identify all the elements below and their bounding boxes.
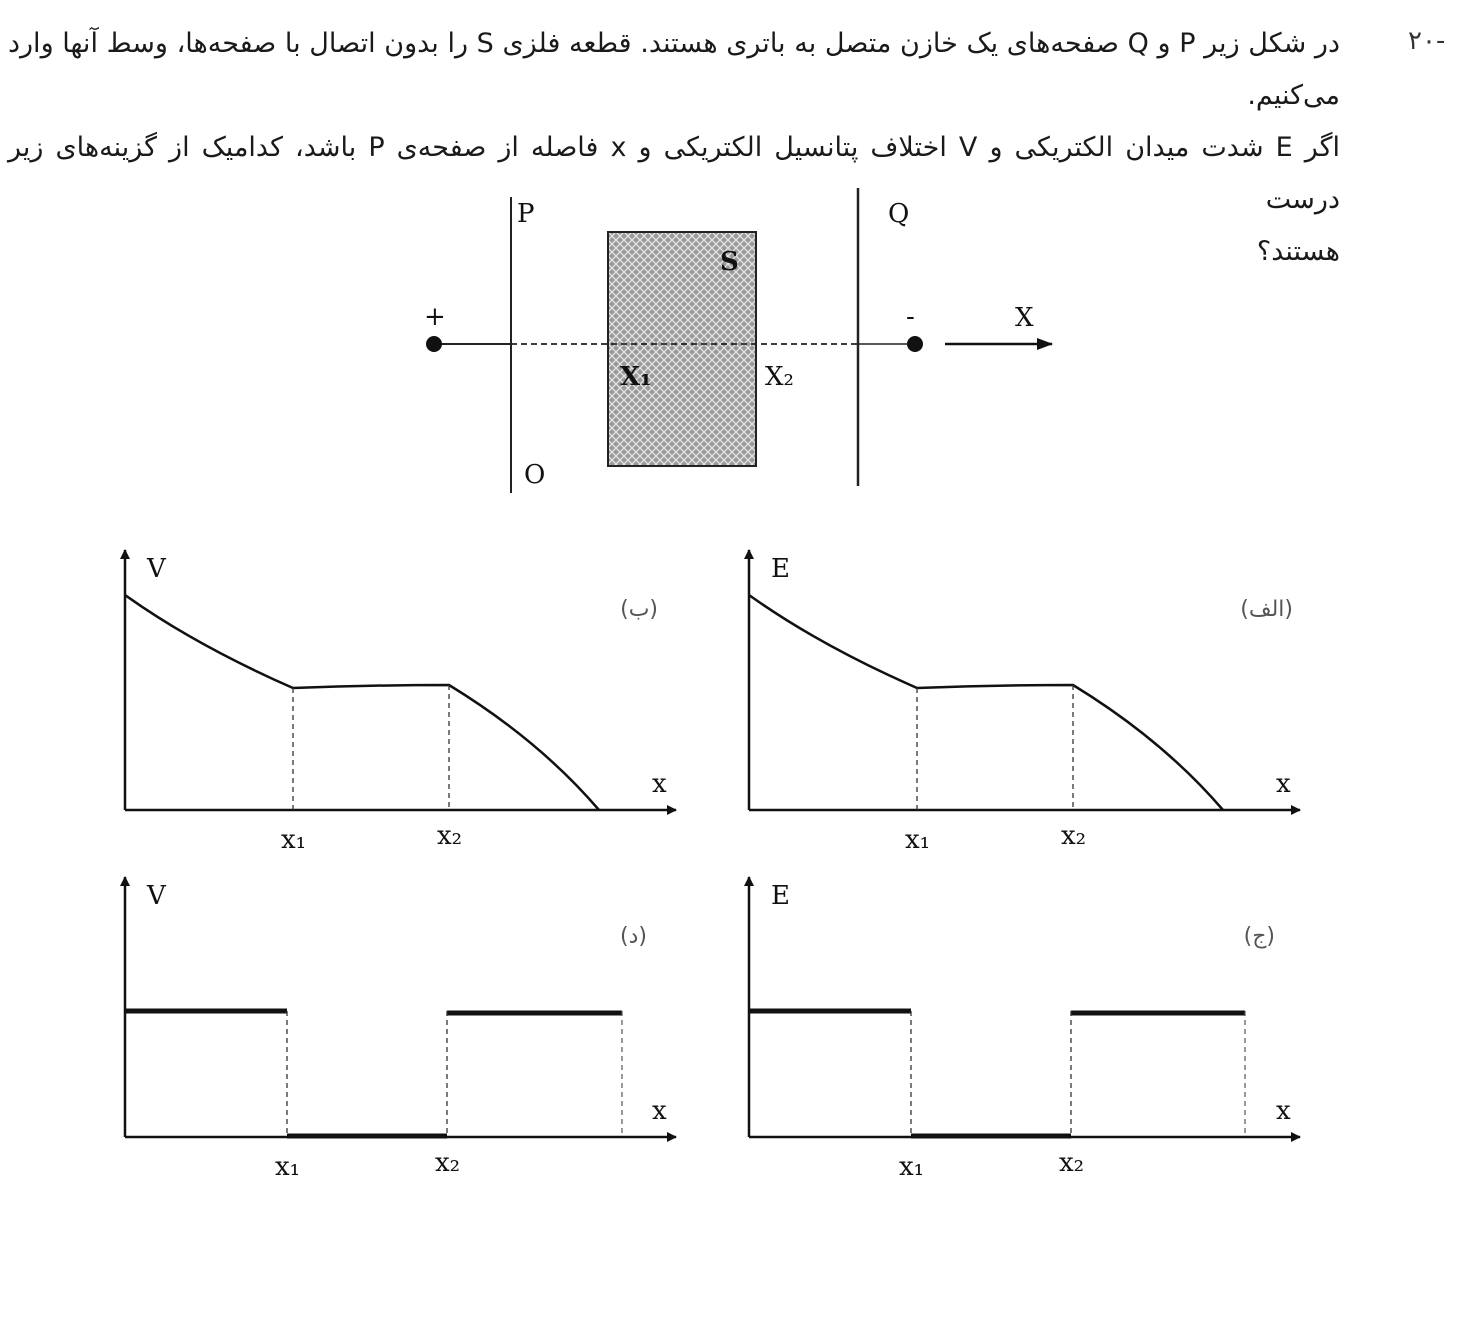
curve: [125, 595, 599, 810]
tick-x2: x₂: [435, 1148, 461, 1178]
question-line-3: هستند؟: [1256, 236, 1340, 267]
tick-x1: x₁: [905, 825, 931, 855]
option-label: (د): [620, 924, 647, 949]
label-plus: +: [424, 302, 446, 332]
graph-options: [125, 550, 1300, 1182]
question-number: -۲۰: [1408, 26, 1446, 56]
label-axis-x: X: [1015, 303, 1034, 333]
x-axis-label: x: [1276, 1096, 1291, 1126]
option-label: (ج): [1243, 924, 1275, 949]
label-origin: O: [524, 460, 546, 490]
option-label: (الف): [1240, 597, 1293, 622]
graph-alef: [749, 550, 1300, 855]
x-axis-label: x: [652, 769, 667, 799]
y-axis-label: E: [771, 554, 790, 584]
tick-x2: x₂: [1061, 821, 1087, 851]
terminal-positive: [426, 336, 442, 352]
tick-x1: x₁: [275, 1152, 301, 1182]
label-x1: X₁: [620, 362, 652, 392]
label-plate-p: P: [517, 199, 535, 229]
option-label: (ب): [620, 597, 658, 622]
label-metal-s: S: [720, 247, 739, 277]
label-minus: -: [906, 302, 915, 332]
y-axis-label: E: [771, 881, 790, 911]
label-x2: X₂: [765, 362, 794, 392]
graph-be: [125, 550, 676, 855]
curve: [749, 595, 1223, 810]
x-axis-label: x: [652, 1096, 667, 1126]
capacitor-diagram: [424, 188, 1052, 493]
label-plate-q: Q: [888, 199, 910, 229]
graph-jim: [749, 877, 1300, 1182]
graph-dal: [125, 877, 676, 1182]
y-axis-label: V: [147, 554, 166, 584]
y-axis-label: V: [147, 881, 166, 911]
tick-x1: x₁: [281, 825, 307, 855]
question-line-1: در شکل زیر P و Q صفحه‌های یک خازن متصل به باتری هستند. قطعه فلزی S را بدون اتصال با صفحه‌ها، وسط آنها وارد می‌کنیم.: [8, 28, 1340, 111]
x-axis-label: x: [1276, 769, 1291, 799]
terminal-negative: [907, 336, 923, 352]
tick-x1: x₁: [899, 1152, 925, 1182]
tick-x2: x₂: [437, 821, 463, 851]
tick-x2: x₂: [1059, 1148, 1085, 1178]
question-line-2: اگر E شدت میدان الکتریکی و V اختلاف پتانسیل الکتریکی و x فاصله از صفحه‌ی P باشد، کدامیک از گزینه‌های زیر درست: [8, 132, 1341, 215]
